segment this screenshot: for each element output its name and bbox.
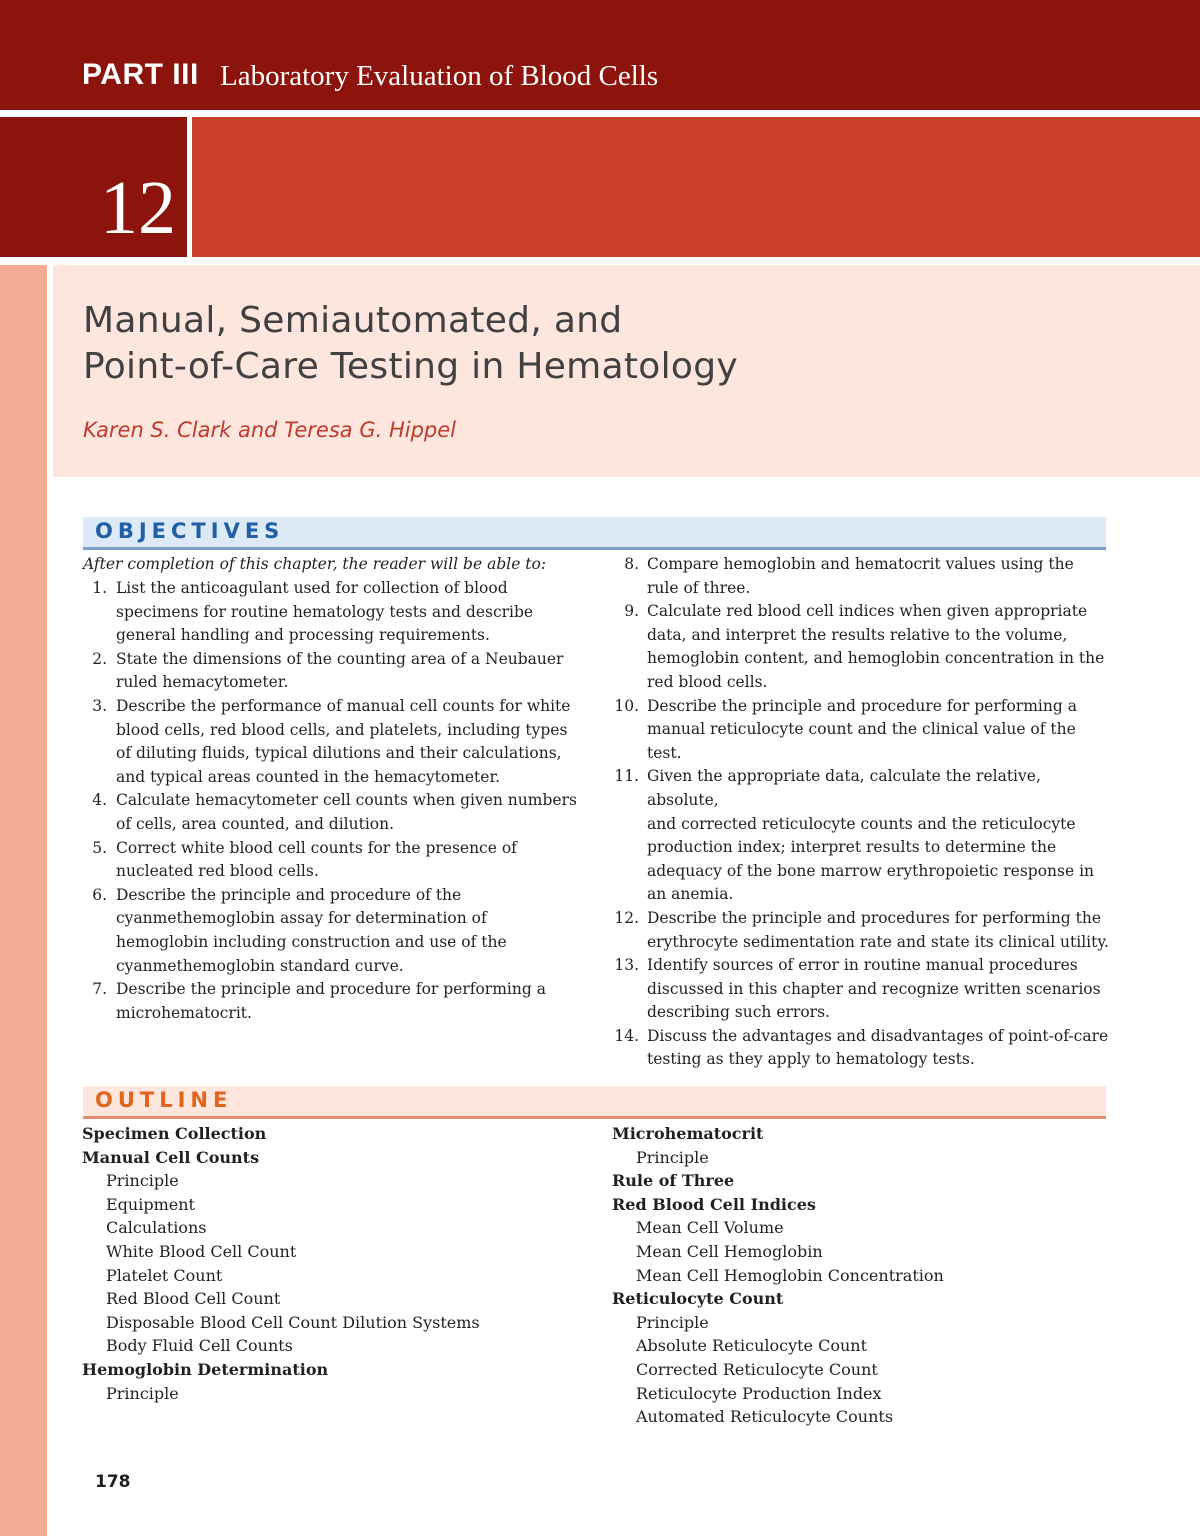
outline-heading-item: Reticulocyte Count [612, 1289, 784, 1309]
outline-subitem: Body Fluid Cell Counts [106, 1336, 293, 1356]
outline-subitem: Mean Cell Hemoglobin Concentration [636, 1265, 944, 1285]
part-title: Laboratory Evaluation of Blood Cells [220, 60, 659, 92]
objective-text-line: hemoglobin including construction and use of the [116, 932, 507, 951]
objective-number: 14. [614, 1026, 639, 1045]
objective-item [611, 1025, 1111, 1072]
outline-subitem: Platelet Count [106, 1265, 223, 1285]
objective-text-line: manual reticulocyte count and the clinical value of the test. [647, 720, 1076, 762]
outline-subitem: Absolute Reticulocyte Count [636, 1336, 868, 1356]
outline-subitem: White Blood Cell Count [106, 1241, 297, 1261]
objective-item [83, 648, 583, 695]
objective-text-line: cyanmethemoglobin standard curve. [116, 956, 404, 975]
outline-heading-bar [83, 1086, 1106, 1119]
objective-text-line: testing as they apply to hematology tests. [647, 1050, 975, 1069]
side-strip [0, 265, 47, 1536]
outline-heading-item: Rule of Three [612, 1171, 735, 1191]
outline-list-left [82, 1122, 480, 1405]
objective-item [611, 600, 1111, 694]
chapter-title [83, 298, 738, 390]
outline-heading: OUTLINE [95, 1088, 233, 1112]
objectives-intro: After completion of this chapter, the reader will be able to: [83, 555, 547, 573]
objective-number: 1. [92, 579, 107, 597]
objective-text-line: State the dimensions of the counting area of a Neubauer [116, 649, 564, 668]
objective-item [611, 695, 1111, 766]
objective-number: 6. [92, 885, 107, 904]
chapter-title-line2: Point-of-Care Testing in Hematology [83, 346, 739, 387]
chapter-authors: Karen S. Clark and Teresa G. Hippel [83, 418, 456, 442]
objectives-heading: OBJECTIVES [95, 519, 285, 543]
objective-number: 5. [92, 838, 107, 857]
objective-text-line: rule of three. [647, 578, 751, 597]
outline-heading-item: Manual Cell Counts [82, 1147, 260, 1167]
objective-text-line: Given the appropriate data, calculate the relative, absolute, [647, 767, 1041, 809]
page-number: 178 [95, 1472, 131, 1492]
objective-item [611, 765, 1111, 907]
objective-text-line: nucleated red blood cells. [116, 862, 319, 881]
objective-text-line: data, and interpret the results relative to the volume, [647, 625, 1068, 644]
outline-subitem: Principle [636, 1312, 709, 1332]
outline-subitem: Corrected Reticulocyte Count [636, 1359, 878, 1379]
objective-text-line: of diluting fluids, typical dilutions and their calculations, [116, 744, 562, 763]
objective-text-line: Calculate hemacytometer cell counts when given numbers [116, 791, 577, 810]
objective-text-line: production index; interpret results to determine the [647, 838, 1057, 857]
outline-list-right [612, 1122, 944, 1429]
outline-subitem: Mean Cell Volume [636, 1218, 784, 1238]
objective-item [611, 954, 1111, 1025]
part-label: PART III [82, 58, 199, 91]
objective-number: 4. [92, 791, 107, 810]
objective-number: 11. [614, 767, 639, 786]
objective-text-line: Describe the principle and procedures for performing the [647, 908, 1102, 927]
objective-text-line: an anemia. [647, 885, 734, 904]
objective-text-line: specimens for routine hematology tests and describe [116, 602, 534, 621]
part-header-band [0, 0, 1200, 110]
outline-subitem: Calculations [106, 1218, 207, 1238]
outline-heading-item: Microhematocrit [612, 1124, 764, 1143]
objective-text-line: and corrected reticulocyte counts and the reticulocyte [647, 814, 1076, 833]
outline-subitem: Equipment [106, 1194, 195, 1214]
outline-heading-item: Specimen Collection [82, 1124, 267, 1143]
outline-subitem: Automated Reticulocyte Counts [636, 1407, 894, 1427]
objective-number: 10. [614, 696, 639, 715]
objective-item [83, 837, 583, 884]
outline-subitem: Principle [106, 1171, 179, 1191]
objective-text-line: discussed in this chapter and recognize written scenarios [647, 979, 1101, 998]
objective-text-line: erythrocyte sedimentation rate and state its clinical utility. [647, 932, 1109, 951]
objective-number: 12. [614, 908, 639, 927]
objective-text-line: ruled hemacytometer. [116, 673, 289, 692]
objective-item [83, 884, 583, 978]
outline-subitem: Disposable Blood Cell Count Dilution Systems [106, 1312, 480, 1332]
objectives-list-right [611, 553, 1111, 1072]
objective-text-line: blood cells, red blood cells, and platelets, including types [116, 720, 568, 739]
objective-text-line: Describe the principle and procedure for performing a [647, 696, 1077, 715]
objective-text-line: Describe the performance of manual cell counts for white [116, 696, 571, 715]
objective-number: 7. [92, 980, 107, 999]
chapter-red-band [192, 117, 1200, 257]
chapter-title-line1: Manual, Semiautomated, and [83, 300, 623, 341]
objective-text-line: adequacy of the bone marrow erythropoietic response in [647, 861, 1095, 880]
objective-text-line: describing such errors. [647, 1003, 830, 1022]
objective-text-line: microhematocrit. [116, 1003, 252, 1022]
objective-text-line: hemoglobin content, and hemoglobin concentration in the [647, 649, 1105, 668]
objective-item [83, 978, 583, 1025]
objective-text-line: of cells, area counted, and dilution. [116, 814, 395, 833]
objective-text-line: Discuss the advantages and disadvantages of point-of-care [647, 1026, 1109, 1045]
objective-text-line: List the anticoagulant used for collection of blood [116, 579, 508, 597]
objective-text-line: Describe the principle and procedure of the [116, 885, 462, 904]
outline-subitem: Red Blood Cell Count [106, 1289, 281, 1309]
objective-item [611, 907, 1111, 954]
chapter-number: 12 [100, 166, 176, 250]
objectives-heading-bar [83, 517, 1106, 550]
objective-text-line: Correct white blood cell counts for the presence of [116, 838, 517, 857]
objective-text-line: red blood cells. [647, 672, 768, 691]
objective-text-line: general handling and processing requirements. [116, 626, 490, 645]
objective-number: 2. [92, 649, 107, 668]
objective-number: 3. [92, 696, 107, 715]
objective-item [83, 577, 583, 648]
objective-text-line: Calculate red blood cell indices when given appropriate [647, 602, 1088, 621]
outline-heading-item: Red Blood Cell Indices [612, 1194, 816, 1214]
objective-text-line: Compare hemoglobin and hematocrit values using the [647, 555, 1074, 573]
outline-subitem: Reticulocyte Production Index [636, 1383, 882, 1403]
objective-text-line: Identify sources of error in routine manual procedures [647, 956, 1078, 975]
objective-item [611, 553, 1111, 600]
objective-text-line: Describe the principle and procedure for performing a [116, 980, 546, 999]
outline-subitem: Principle [636, 1147, 709, 1167]
objective-text-line: cyanmethemoglobin assay for determination of [116, 909, 487, 928]
outline-subitem: Principle [106, 1383, 179, 1403]
objective-item [83, 695, 583, 789]
objective-item [83, 789, 583, 836]
objective-number: 8. [624, 555, 639, 573]
objectives-list-left [83, 577, 583, 1025]
outline-heading-item: Hemoglobin Determination [82, 1359, 329, 1379]
outline-subitem: Mean Cell Hemoglobin [636, 1241, 823, 1261]
objective-text-line: and typical areas counted in the hemacytometer. [116, 767, 501, 786]
objective-number: 9. [624, 602, 639, 621]
objective-number: 13. [614, 956, 639, 975]
